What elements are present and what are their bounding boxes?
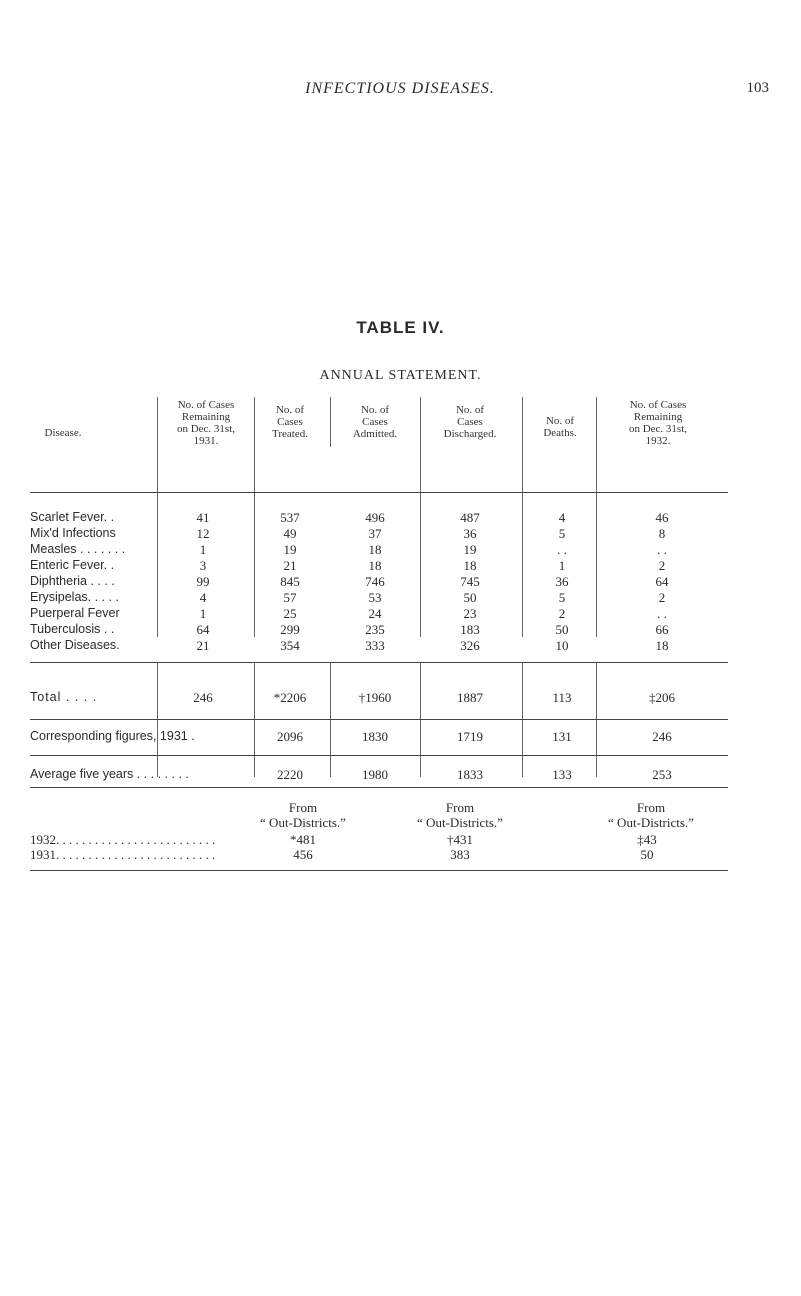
- cell-admitted: 24: [368, 606, 382, 621]
- footnote-value: *481: [290, 832, 316, 847]
- cell-remaining-1932: 46: [655, 510, 669, 525]
- cell-treated: 2220: [277, 767, 303, 782]
- disease-label: Tuberculosis . .: [30, 622, 115, 636]
- cell-deaths: 50: [555, 622, 569, 637]
- disease-label: Erysipelas. . . . .: [30, 590, 119, 604]
- footnote-value: 50: [640, 847, 654, 862]
- footnote-year: 1931. . . . . . . . . . . . . . . . . . . . . . . . .: [30, 847, 216, 862]
- header-admitted: No. of Cases Admitted.: [352, 404, 398, 440]
- cell-remaining-1932: 253: [652, 767, 672, 782]
- footnote-header: From “ Out-Districts.”: [417, 800, 503, 830]
- cell-discharged: 36: [463, 526, 477, 541]
- running-head: INFECTIOUS DISEASES.: [305, 80, 495, 97]
- cell-remaining-1931: 21: [196, 638, 210, 653]
- cell-remaining-1931: 99: [196, 574, 210, 589]
- cell-discharged: 19: [463, 542, 477, 557]
- cell-treated: 299: [280, 622, 300, 637]
- corresponding-label: Corresponding figures, 1931 .: [30, 729, 195, 743]
- cell-admitted: 1830: [362, 729, 388, 744]
- cell-treated: 845: [280, 574, 300, 589]
- cell-deaths: 36: [555, 574, 569, 589]
- bottom-rule: [30, 870, 728, 871]
- total-rule: [30, 719, 728, 720]
- table-title: TABLE IV.: [356, 318, 445, 337]
- cell-admitted: 235: [365, 622, 385, 637]
- header-deaths: No. of Deaths.: [543, 415, 577, 439]
- cell-deaths: 5: [558, 526, 566, 541]
- cell-admitted: 18: [368, 558, 382, 573]
- footnote-value: †431: [447, 832, 473, 847]
- footnote-header: From “ Out-Districts.”: [260, 800, 346, 830]
- cell-remaining-1932: 2: [658, 558, 666, 573]
- column-rule: [522, 397, 523, 637]
- header-remaining-1931: No. of Cases Remaining on Dec. 31st, 1931.: [176, 399, 236, 447]
- cell-discharged: 183: [460, 622, 480, 637]
- cell-admitted: †1960: [358, 690, 392, 705]
- disease-label: Enteric Fever. .: [30, 558, 115, 572]
- cell-admitted: 1980: [362, 767, 388, 782]
- cell-admitted: 18: [368, 542, 382, 557]
- cell-deaths: 10: [555, 638, 569, 653]
- footnote-header: From “ Out-Districts.”: [608, 800, 694, 830]
- cell-remaining-1931: 41: [196, 510, 210, 525]
- cell-discharged: 23: [463, 606, 477, 621]
- column-rule: [157, 397, 158, 637]
- cell-treated: 25: [283, 606, 297, 621]
- body-rule: [30, 662, 728, 663]
- disease-label: Mix'd Infections: [30, 526, 116, 540]
- cell-remaining-1932: 64: [655, 574, 669, 589]
- cell-deaths: . .: [557, 542, 567, 557]
- cell-remaining-1932: 66: [655, 622, 669, 637]
- cell-remaining-1932: ‡206: [649, 690, 675, 705]
- cell-remaining-1931: 1: [199, 606, 207, 621]
- average-label: Average five years . . . . . . . .: [30, 767, 189, 781]
- cell-discharged: 745: [460, 574, 480, 589]
- cell-deaths: 2: [558, 606, 566, 621]
- cell-remaining-1932: . .: [657, 542, 667, 557]
- cell-discharged: 326: [460, 638, 480, 653]
- cell-remaining-1931: 12: [196, 526, 210, 541]
- cell-remaining-1932: 8: [658, 526, 666, 541]
- cell-admitted: 37: [368, 526, 382, 541]
- cell-treated: 49: [283, 526, 297, 541]
- header-treated: No. of Cases Treated.: [272, 404, 308, 440]
- footnote-year: 1932. . . . . . . . . . . . . . . . . . . . . . . . .: [30, 832, 216, 847]
- cell-deaths: 4: [558, 510, 566, 525]
- average-rule: [30, 787, 728, 788]
- header-discharged: No. of Cases Discharged.: [443, 404, 497, 440]
- cell-deaths: 131: [552, 729, 572, 744]
- cell-remaining-1931: 3: [199, 558, 207, 573]
- cell-treated: 57: [283, 590, 297, 605]
- cell-discharged: 18: [463, 558, 477, 573]
- total-label: Total . . . .: [30, 690, 98, 704]
- cell-discharged: 1719: [457, 729, 483, 744]
- cell-deaths: 133: [552, 767, 572, 782]
- cell-remaining-1931: 64: [196, 622, 210, 637]
- header-disease: Disease.: [44, 427, 82, 439]
- corresponding-rule: [30, 755, 728, 756]
- header-remaining-1932: No. of Cases Remaining on Dec. 31st, 1932.: [628, 399, 688, 447]
- footnote-value: 383: [450, 847, 470, 862]
- cell-remaining-1932: . .: [657, 606, 667, 621]
- disease-label: Puerperal Fever: [30, 606, 120, 620]
- cell-treated: 2096: [277, 729, 303, 744]
- cell-remaining-1932: 18: [655, 638, 669, 653]
- cell-discharged: 50: [463, 590, 477, 605]
- disease-label: Measles . . . . . . .: [30, 542, 126, 556]
- cell-treated: 537: [280, 510, 300, 525]
- cell-treated: 19: [283, 542, 297, 557]
- cell-remaining-1931: 1: [199, 542, 207, 557]
- cell-discharged: 1833: [457, 767, 483, 782]
- column-rule: [330, 397, 331, 447]
- cell-treated: 21: [283, 558, 297, 573]
- cell-deaths: 5: [558, 590, 566, 605]
- disease-label: Other Diseases.: [30, 638, 120, 652]
- page-number: 103: [746, 80, 769, 96]
- disease-label: Scarlet Fever. .: [30, 510, 115, 524]
- cell-remaining-1931: 246: [193, 690, 213, 705]
- disease-label: Diphtheria . . . .: [30, 574, 115, 588]
- header-rule: [30, 492, 728, 493]
- cell-admitted: 333: [365, 638, 385, 653]
- cell-remaining-1931: 4: [199, 590, 207, 605]
- table-subtitle: ANNUAL STATEMENT.: [319, 368, 482, 383]
- cell-admitted: 53: [368, 590, 382, 605]
- cell-remaining-1932: 246: [652, 729, 672, 744]
- cell-admitted: 746: [365, 574, 385, 589]
- cell-discharged: 1887: [457, 690, 483, 705]
- cell-treated: *2206: [273, 690, 307, 705]
- cell-treated: 354: [280, 638, 300, 653]
- footnote-value: 456: [293, 847, 313, 862]
- cell-discharged: 487: [460, 510, 480, 525]
- cell-remaining-1932: 2: [658, 590, 666, 605]
- column-rule: [420, 397, 421, 637]
- cell-deaths: 113: [552, 690, 572, 705]
- cell-deaths: 1: [558, 558, 566, 573]
- cell-admitted: 496: [365, 510, 385, 525]
- footnote-value: ‡43: [637, 832, 657, 847]
